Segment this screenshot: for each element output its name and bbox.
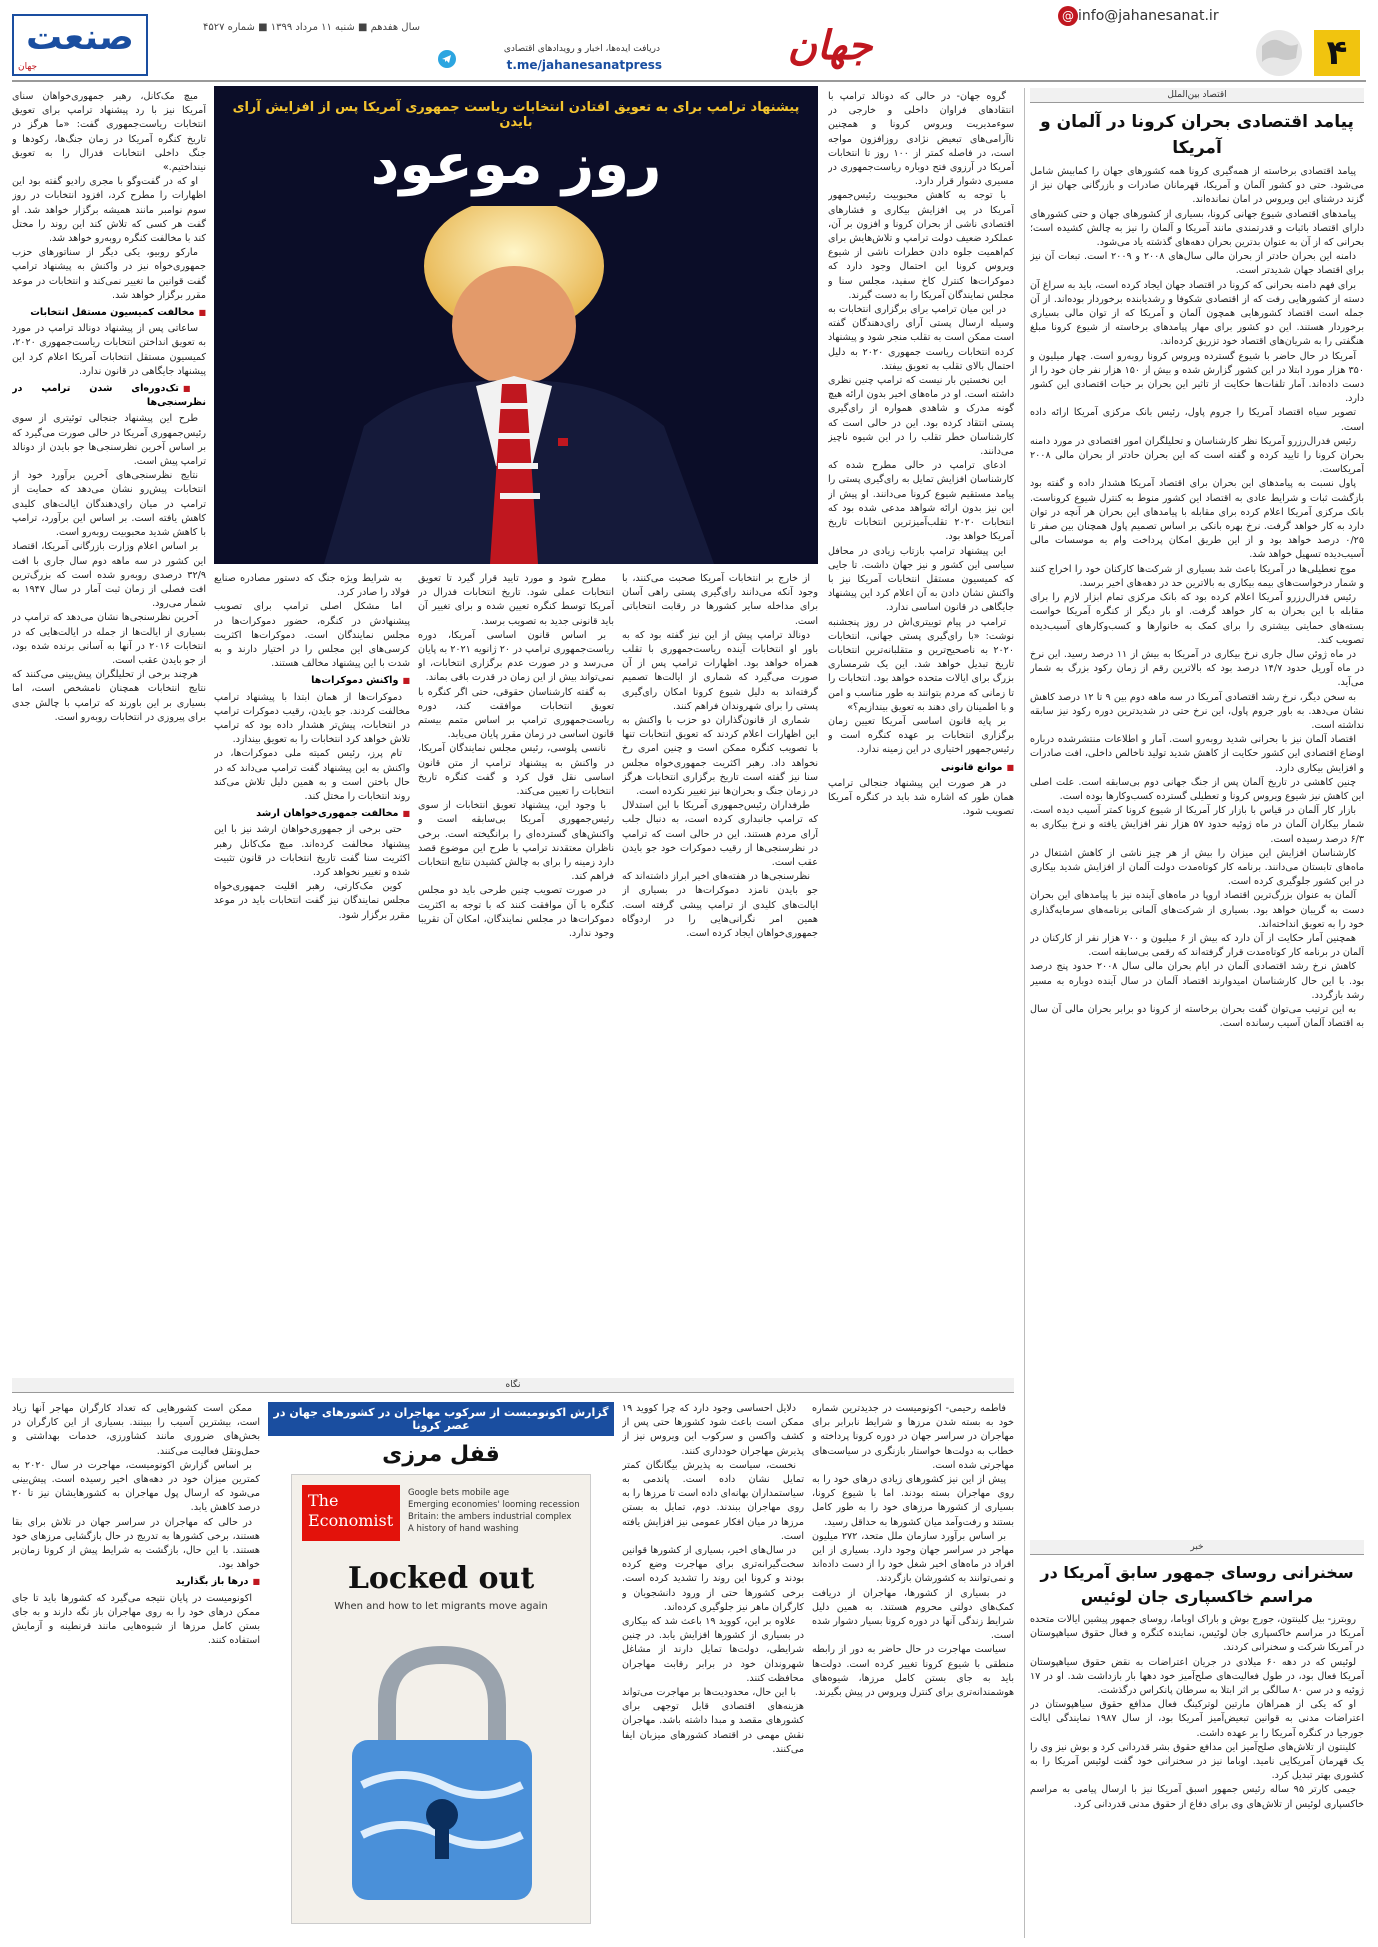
lead-column-4: به شرایط ویژه جنگ که دستور مصادره صنایع فولاد را صادر کرد. اما مشکل اصلی ترامپ برای تصویب پیشنهادش در کنگره، حضور دموکرات‌ها در مجلس نمایندگان است. دموکرات‌ها اکثریت کرسی‌های این مجلس را در اختیار دارند و به شدت با این پیشنهاد مخالف هستند. ■ واکنش دموکرات‌ها دموکرات‌ها از همان ابتدا با پیشنهاد ترامپ مخالفت کردند. جو بایدن، رقیب دموکرات ترامپ در انتخابات، پیش‌تر هشدار داده بود که ترامپ تلاش خواهد کرد انتخابات را به تعویق بیندازد. تام پرز، رئیس کمیته ملی دموکرات‌ها، در واکنش به این پیشنهاد گفت ترامپ می‌داند که در حال باختن است و به همین دلیل تلاش می‌کند روند انتخابات را مختل کند. ■ مخالفت جمهوری‌خواهان ارشد حتی برخی از جمهوری‌خواهان ارشد نیز با این پیشنهاد مخالفت کرده‌اند. میچ مک‌کانل رهبر اکثریت سنا گفت تاریخ انتخابات در قانون تثبیت شده و تغییر نخواهد کرد. کوین مک‌کارتی، رهبر اقلیت جمهوری‌خواه مجلس نمایندگان نیز گفت انتخابات باید در موعد مقرر برگزار شود.: [214, 572, 410, 1372]
right-column: [1030, 88, 1364, 1408]
email-icon: @: [1058, 6, 1078, 26]
lead-subhead-polls: ■ تک‌دوره‌ای شدن ترامپ در نظرسنجی‌ها: [12, 382, 206, 410]
issue-line: سال هفدهم ■ شنبه ۱۱ مرداد ۱۳۹۹ ■ شماره ۴۵۲۷: [202, 22, 420, 33]
lead-column-3: مطرح شود و مورد تایید قرار گیرد تا تعویق انتخابات عملی شود. تاریخ انتخابات فدرال در آمریکا توسط کنگره تعیین شده و برای تغییر آن باید قانونی جدید به تصویب برسد. بر اساس قانون اساسی آمریکا، دوره ریاست‌جمهوری ترامپ در ۲۰ ژانویه ۲۰۲۱ به پایان می‌رسد و در صورت عدم برگزاری انتخابات، او نمی‌تواند بیش از این زمان در قدرت باقی بماند. به گفته کارشناسان حقوقی، حتی اگر کنگره با تعویق انتخابات موافقت کند، دوره ریاست‌جمهوری ترامپ بر اساس متمم بیستم قانون اساسی در زمان مقرر پایان می‌یابد. نانسی پلوسی، رئیس مجلس نمایندگان آمریکا، در واکنش به پیشنهاد ترامپ از متن قانون اساسی نقل قول کرد و گفت کنگره تاریخ انتخابات را تعیین می‌کند. با وجود این، پیشنهاد تعویق انتخابات از سوی رئیس‌جمهوری آمریکا بی‌سابقه است و واکنش‌های گسترده‌ای را برانگیخته است. برخی ناظران معتقدند ترامپ با طرح این موضوع قصد دارد زمینه را برای به چالش کشیدن نتایج انتخابات فراهم کند. در صورت تصویب چنین طرحی باید دو مجلس کنگره با آن موافقت کنند که با توجه به اکثریت دموکرات‌ها در مجلس نمایندگان، امکان آن تقریبا وجود ندارد.: [418, 573, 614, 940]
lead-column-1: گروه جهان- در حالی که دونالد ترامپ با انتقادهای فراوان داخلی و خارجی در سوءمدیریت ویروس کرونا و همچنین ناآرامی‌های تبعیض نژادی روزافزون مواجه است، در فاصله کمتر از ۱۰۰ روز تا انتخابات آمریکا در آرزوی فتح دوباره ریاست‌جمهوری در مسیری دشوار قرار دارد. با توجه به کاهش محبوبیت رئیس‌جمهور آمریکا در پی افزایش بیکاری و فشارهای اقتصادی ناشی از بحران کرونا و افزون بر آن، عملکرد ضعیف دولت ترامپ و تلاش‌هایش برای کم‌اهمیت جلوه دادن خطرات ناشی از شیوع ویروس کرونا این احتمال وجود دارد که دموکرات‌ها کنترل کاخ سفید، مجلس سنا و مجلس نمایندگان آمریکا را به دست گیرند. در این میان ترامپ برای برگزاری انتخابات به وسیله ارسال پستی آرای رای‌دهندگان گفته است ممکن است به تقلب منجر شود و پیشنهاد کرده انتخابات ریاست جمهوری ۲۰۲۰ به دلیل احتمال بالای تقلب به تعویق بیفتد. این نخستین بار نیست که ترامپ چنین نظری داشته است. او در ماه‌های اخیر بدون ارائه هیچ گونه مدرک و شاهدی همواره از رای‌گیری پستی انتقاد کرده بود. این در حالی است که کارشناسان خطر تقلب را در این شیوه ناچیز می‌دانند. ادعای ترامپ در حالی مطرح شده که کارشناسان افزایش تمایل به رای‌گیری پستی را پیامد مستقیم شیوع کرونا می‌دانند. او پیش از این نیز بدون ارائه شواهد مدعی شده بود که انتخابات ۲۰۲۰ تقلب‌آمیزترین انتخابات تاریخ آمریکا خواهد بود. این پیشنهاد ترامپ بازتاب زیادی در محافل سیاسی این کشور و نیز جهان داشت. تا جایی که کمیسیون مستقل انتخابات آمریکا نیز با واکنش نشان دادن به آن اعلام کرد این پیشنهاد جایگاهی در قانون اساسی ندارد. ترامپ در پیام توییتری‌اش در روز پنجشنبه نوشت: «با رای‌گیری پستی جهانی، انتخابات ۲۰۲۰ به ناصحیح‌ترین و متقلبانه‌ترین انتخابات تاریخ تبدیل خواهد شد. این یک شرمساری بزرگ برای ایالات متحده خواهد بود. انتخابات را تا زمانی که مردم بتوانند به طور مناسب و امن و با اطمینان رای دهند به تعویق بیندازیم؟» بر پایه قانون اساسی آمریکا تعیین زمان برگزاری انتخابات بر عهده کنگره است و رئیس‌جمهور اختیاری در این زمینه ندارد. ■ موانع قانونی در هر صورت این پیشنهاد جنجالی ترامپ همان طور که اشاره شد باید در کنگره آمریکا تصویب شود.: [828, 90, 1014, 1370]
news-kicker: خبر: [1030, 1540, 1364, 1555]
section-title: جهان: [787, 22, 873, 69]
email-address[interactable]: info@jahanesanat.ir: [1078, 8, 1219, 24]
focus-column-2: دلایل احساسی وجود دارد که چرا کووید ۱۹ ممکن است باعث شود کشورها حتی پس از کشف واکسن و سرکوب این ویروس نیز از پذیرش مهاجران خودداری کنند. نخست، سیاست به پذیرش بیگانگان کمتر تمایل نشان داده است. پاندمی به سیاستمداران بهانه‌ای داده است تا مرزها را به روی مهاجران ببندند. دوم، تمایل به بستن مرزها در میان افکار عمومی نیز افزایش یافته است. در سال‌های اخیر، بسیاری از کشورها قوانین سخت‌گیرانه‌تری برای مهاجرت وضع کرده بودند و کرونا این روند را تشدید کرده است. برخی کشورها حتی از ورود دانشجویان و کارگران ماهر نیز جلوگیری کرده‌اند. علاوه بر این، کووید ۱۹ باعث شد که بیکاری در بسیاری از کشورها افزایش یابد. در چنین شرایطی، دولت‌ها تمایل دارند از مشاغل شهروندان خود در برابر رقابت مهاجران محافظت کنند. با این حال، محدودیت‌ها بر مهاجرت می‌تواند هزینه‌های اقتصادی قابل توجهی برای کشورهای مقصد و مبدا داشته باشد. مهاجران نقش مهمی در اقتصاد کشورهای میزبان ایفا می‌کنند.: [622, 1403, 804, 1755]
page-header: [0, 0, 1378, 82]
focus-column-3: ممکن است کشورهایی که تعداد کارگران مهاجر آنها زیاد است، بیشترین آسیب را ببینند. بسیاری از این کارگران در بخش‌های ضروری مانند کشاورزی، خدمات بهداشتی و حمل‌ونقل فعالیت می‌کنند. بر اساس گزارش اکونومیست، مهاجرت در سال ۲۰۲۰ به کمترین میزان خود در دهه‌های اخیر رسیده است. پیش‌بینی می‌شود که ارسال پول مهاجران به کشورهایشان نیز تا ۲۰ درصد کاهش یابد. در حالی که مهاجران در سراسر جهان در تلاش برای بقا هستند، برخی کشورها به تدریج در حال بازگشایی مرزهای خود هستند. با این حال، بازگشت به شرایط پیش از کرونا زمان‌بر خواهد بود. ■ درها باز بگذارید اکونومیست در پایان نتیجه می‌گیرد که کشورها باید تا جای ممکن درهای خود را به روی مهاجران باز نگه دارند و به جای بستن کامل مرزها از شیوه‌هایی مانند قرنطینه و آزمایش استفاده کنند.: [12, 1402, 260, 1938]
lead-subhead-democrats: ■ واکنش دموکرات‌ها: [214, 674, 410, 688]
right-article-body: پیامد اقتصادی برخاسته از همه‌گیری کرونا همه کشورهای جهان را کمابیش شامل می‌شود. حتی دو کشور آلمان و آمریکا، قهرمانان صادرات و بازرگانی جهان نیز از گزند درشتای این ویروس در امان نمانده‌اند. پیامدهای اقتصادی شیوع جهانی کرونا، بسیاری از کشورهای جهان و حتی کشورهای دارای اقتصاد باثبات و قدرتمندی مانند آمریکا و آلمان را نیز به چالش کشیده است؛ بحرانی که از آن به عنوان بدترین بحران دهه‌های گذشته یاد می‌شود. دامنه این بحران حادتر از بحران مالی سال‌های ۲۰۰۸ و ۲۰۰۹ است. تبعات آن نیز برای اقتصاد جهان شدیدتر است. برای فهم دامنه بحرانی که کرونا در اقتصاد جهان ایجاد کرده است، باید به سراغ آن دسته از کشورهایی رفت که از اقتصادی شکوفا و رشدیابنده برخوردار بوده‌اند. از آن جمله است اقتصاد کشورهایی همچون آلمان و آمریکا که از توان مالی بسیاری برخوردار هستند. این دو کشور برای مهار پیامدهای برخاسته از شیوع کرونا مبلغ هنگفتی را به شریان‌های اقتصاد خود تزریق کرده‌اند. آمریکا در حال حاضر با شیوع گسترده ویروس کرونا روبه‌رو است. چهار میلیون و ۳۵۰ هزار مورد ابتلا در این کشور گزارش شده و بیش از ۱۵۰ هزار نفر جان خود را از دست داده‌اند. آمار تلفات‌ها حکایت از تاثیر این بحران بر حیات اقتصادی این کشور دارد. تصویر سیاه اقتصاد آمریکا را جروم پاول، رئیس بانک مرکزی آمریکا ارائه داده است. رئیس فدرال‌رزرو آمریکا نظر کارشناسان و تحلیلگران امور اقتصادی در مورد دامنه بحران کرونا را تایید کرده و گفته است که این بحران حادتر از بحران مالی ۲۰۰۸ آمریکاست. پاول نسبت به پیامدهای این بحران برای اقتصاد آمریکا هشدار داده و گفته بود بازگشت ثبات و شرایط عادی به اقتصاد این کشور منوط به کنترل شیوع کروناست. بانک مرکزی آمریکا اعلام کرده برای مقابله با پیامدهای این بحران هر آنچه در توان دارد به کار خواهد گرفت. نرخ بهره بانکی بر اساس تصمیم پاول همچنان بین صفر تا ۰/۲۵ درصد خواهد بود و از این طریق امکان پرداخت وام به موسسات مالی آسیب‌دیده تسهیل خواهد شد. موج تعطیلی‌ها در آمریکا باعث شد بسیاری از شرکت‌ها کارکنان خود را اخراج کنند و شمار درخواست‌های بیمه بیکاری به بالاترین حد در دهه‌های اخیر برسد. رئیس فدرال‌رزرو آمریکا اعلام کرده بود که بانک مرکزی تمام ابزار لازم را برای مقابله با این بحران به کار خواهد گرفت. او بار دیگر از کنگره آمریکا خواست بسته‌های حمایتی بیشتری را برای کمک به خانوارها و کسب‌وکارهای آسیب‌دیده تصویب کند. در ماه ژوئن سال جاری نرخ بیکاری در آمریکا به بیش از ۱۱ درصد رسید. این نرخ در ماه آوریل حدود ۱۴/۷ درصد بود که بالاترین رقم از زمان رکود بزرگ به شمار می‌آید. به سخن دیگر، نرخ رشد اقتصادی آمریکا در سه ماهه دوم بین ۹ تا ۱۲ درصد کاهش نشان می‌دهد. به باور جروم پاول، این نرخ حتی در شدیدترین دوره رکود نیز سابقه نداشته است. اقتصاد آلمان نیز با بحرانی شدید روبه‌رو است. آمار و اطلاعات منتشرشده درباره اوضاع اقتصادی این کشور حکایت از کاهش شدید تولید ناخالص داخلی، افت صادرات و افزایش بیکاری دارد. چنین کاهشی در تاریخ آلمان پس از جنگ جهانی دوم بی‌سابقه است. علت اصلی این کاهش نیز شیوع ویروس کرونا و تعطیلی گسترده کسب‌وکارها بوده است. بازار کار آلمان در قیاس با بازار کار آمریکا از شیوع کرونا کمتر آسیب دیده است. شمار بیکاران آلمان در ماه ژوئیه حدود ۵۷ هزار نفر افزایش یافته و نرخ بیکاری به ۶/۳ درصد رسیده است. کارشناسان افزایش این میزان را بیش از هر چیز ناشی از کاهش اشتغال در ماه‌های تابستان می‌دانند. برنامه کار کوتاه‌مدت دولت آلمان از افزایش شدید بیکاری در این کشور جلوگیری کرده است. آلمان به عنوان بزرگ‌ترین اقتصاد اروپا در ماه‌های آینده نیز با پیامدهای این بحران دست به گریبان خواهد بود. بسیاری از شرکت‌های آلمانی برنامه‌های سرمایه‌گذاری خود را به تعویق انداخته‌اند. همچنین آمار حکایت از آن دارد که بیش از ۶ میلیون و ۷۰۰ هزار نفر از کارکنان در آلمان در برنامه کار کوتاه‌مدت قرار گرفته‌اند که رقمی بی‌سابقه است. کاهش نرخ رشد اقتصادی آلمان در ایام بحران مالی سال ۲۰۰۸ حدود پنج درصد بود. با این حال کارشناسان امیدوارند اقتصاد آلمان در سال آینده دوباره به مسیر رشد بازگردد. به این ترتیب می‌توان گفت بحران برخاسته از کرونا دو برابر بحران مالی آن سال به اقتصاد آلمان آسیب رسانده است.: [1030, 166, 1364, 1030]
focus-subhead-open-doors: ■ درها باز بگذارید: [12, 1575, 260, 1589]
telegram-icon: [438, 50, 456, 68]
lead-photo-block: [214, 86, 818, 564]
globe-icon: [1252, 28, 1306, 78]
focus-graphic: [268, 1402, 614, 1938]
lead-subhead-republicans: ■ مخالفت جمهوری‌خواهان ارشد: [214, 807, 410, 821]
logo-text: صنعت: [26, 17, 134, 58]
right-article-kicker: اقتصاد بین‌الملل: [1030, 88, 1364, 103]
economist-cover: [291, 1474, 591, 1924]
economist-headline: Locked out: [347, 1561, 535, 1596]
padlock-globe-icon: [332, 1635, 552, 1905]
news-item: [1030, 1540, 1364, 1940]
trump-photo: [214, 206, 818, 564]
news-title: سخنرانی روسای جمهور سابق آمریکا در مراسم خاکسپاری جان لوئیس: [1040, 1563, 1354, 1606]
lead-title: روز موعود: [370, 132, 662, 197]
lead-column-2: از خارج بر انتخابات آمریکا صحبت می‌کنند، با وجود آنکه می‌دانند رای‌گیری پستی راهی آسان برای مداخله سایر کشورها در رقابت انتخاباتی است. دونالد ترامپ پیش از این نیز گفته بود که به باور او انتخابات آینده ریاست‌جمهوری با تقلب همراه خواهد بود. اظهارات ترامپ پس از آن صورت می‌گیرد که شماری از ایالت‌ها تصمیم گرفته‌اند به دلیل شیوع کرونا امکان رای‌گیری پستی را برای شهروندان فراهم کنند. شماری از قانون‌گذاران دو حزب با واکنش به این اظهارات اعلام کردند که تعویق انتخابات تنها با تصویب کنگره ممکن است و چنین امری رخ نخواهد داد. رهبر اکثریت جمهوری‌خواه مجلس سنا نیز گفته است تاریخ برگزاری انتخابات هرگز در زمان جنگ و بحران‌ها نیز تغییر نکرده است. طرفداران رئیس‌جمهوری آمریکا با این استدلال که ترامپ جانبداری کرده است، به دنبال جلب آرای مردم هستند. این در حالی است که ترامپ در نظرسنجی‌ها از رقیب دموکرات خود جو بایدن عقب است. نظرسنجی‌ها در هفته‌های اخیر ابراز داشته‌اند که جو بایدن نامزد دموکرات‌ها در بسیاری از ایالت‌های کلیدی از ترامپ پیشی گرفته است. همین امر نگرانی‌هایی را در اردوگاه جمهوری‌خواهان ایجاد کرده است.: [622, 573, 818, 940]
logo: [12, 14, 148, 76]
economist-subheadline: When and how to let migrants move again: [334, 1601, 548, 1612]
news-body: روبترز- بیل کلینتون، جورج بوش و باراک اوباما، روسای جمهور پیشین ایالات متحده آمریکا در مراسم خاکسپاری جان لوئیس، نماینده کنگره و فعال حقوق سیاهپوستان در آمریکا شرکت و سخنرانی کردند. لوئیس که در دهه ۶۰ میلادی در جریان اعتراضات به نقض حقوق سیاهپوستان آمریکا فعال بود، در طول فعالیت‌های صلح‌آمیز خود دهها بار بازداشت شد. او در ۱۷ ژوئیه و در سن ۸۰ سالگی بر اثر ابتلا به سرطان پانکراس درگذشت. او که یکی از همراهان مارتین لوترکینگ فعال مدافع حقوق سیاهپوستان در اعتراضات مدنی به قوانین تبعیض‌آمیز آمریکا بود، از سال ۱۹۸۷ نمایندگی ایالت جورجیا در کنگره آمریکا را بر عهده داشت. کلینتون از تلاش‌های صلح‌آمیز این مدافع حقوق بشر قدردانی کرد و بوش نیز وی را یک قهرمان آمریکایی نامید. اوباما نیز در سخنرانی خود گفت لوئیس آمریکا را به کشوری بهتر تبدیل کرد. جیمی کارتر ۹۵ ساله رئیس جمهور اسبق آمریکا نیز با ارسال پیامی به مراسم خاکسپاری لوئیس از تلاش‌های وی برای دفاع از حقوق مدنی قدردانی کرد.: [1030, 1614, 1364, 1810]
lead-subhead-commission: ■ مخالفت کمیسیون مستقل انتخابات: [12, 306, 206, 320]
focus-supertitle: گزارش اکونومیست از سرکوب مهاجران در کشورهای جهان در عصر کرونا: [268, 1402, 614, 1436]
page-number-box: [1314, 30, 1360, 76]
focus-column-1: فاطمه رحیمی- اکونومیست در جدیدترین شماره خود به بسته شدن مرزها و شرایط نابرابر برای مهاجران در سراسر جهان در دوره کرونا پرداخته و خطاب به دولت‌ها خواستار بازنگری در سیاست‌های مهاجرتی شده است. پیش از این نیز کشورهای زیادی درهای خود را به روی مهاجران بسته بودند. اما با شیوع کرونا، بسیاری از کشورها مرزهای خود را به طور کامل بستند و رفت‌وآمد میان کشورها به حداقل رسید. بر اساس برآورد سازمان ملل متحد، ۲۷۲ میلیون مهاجر در سراسر جهان وجود دارد. بسیاری از این افراد در ماه‌های اخیر شغل خود را از دست داده‌اند و نمی‌توانند به کشورشان بازگردند. در بسیاری از کشورها، مهاجران از دریافت کمک‌های دولتی محروم هستند. به همین دلیل شرایط زندگی آنها در دوره کرونا بسیار دشوار شده است. سیاست مهاجرت در حال حاضر به دور از رابطه منطقی با شیوع کرونا تغییر کرده است. دولت‌ها باید به جای بستن کامل مرزها، شیوه‌های هوشمندانه‌تری برای کنترل ویروس در پیش بگیرند.: [812, 1403, 1014, 1699]
right-article-title: پیامد اقتصادی بحران کرونا در آلمان و آمریکا: [1040, 112, 1354, 158]
focus-title: قفل مرزی: [382, 1442, 500, 1467]
economist-teasers: Google bets mobile age Emerging economies' looming recession Britain: the ambers industrial complex A history of hand washing: [408, 1488, 580, 1534]
page-number: ۴: [1326, 33, 1348, 73]
column-divider: [1024, 88, 1025, 1938]
logo-sub: جهان: [18, 62, 38, 72]
economist-brand: The Economist: [302, 1485, 400, 1541]
telegram-caption: دریافت ایده‌ها، اخبار و رویدادهای اقتصادی: [503, 44, 660, 54]
telegram-link[interactable]: t.me/jahanesanatpress: [506, 58, 662, 72]
lead-column-5: میچ مک‌کانل، رهبر جمهوری‌خواهان سنای آمریکا نیز با رد پیشنهاد ترامپ برای تعویق انتخابات ریاست‌جمهوری گفت: «ما هرگز در تاریخ کنگره آمریکا در زمان جنگ‌ها، رکودها و جنگ داخلی انتخابات فدرال را به تعویق نینداختیم.» او که در گفت‌وگو با مجری رادیو گفته بود این اظهارات را مطرح کرد، افزود انتخابات در روز سوم نوامبر مانند همیشه برگزار خواهد شد. او گفت هر کسی که تلاش کند این روند را مختل کند با مخالفت کنگره روبه‌رو خواهد شد. مارکو روبیو، یکی دیگر از سناتورهای حزب جمهوری‌خواه نیز در واکنش به پیشنهاد ترامپ گفت قوانین ما تغییر نمی‌کند و انتخابات در موعد مقرر برگزار خواهد شد. ■ مخالفت کمیسیون مستقل انتخابات ساعاتی پس از پیشنهاد دونالد ترامپ در مورد به تعویق انداختن انتخابات ریاست‌جمهوری ۲۰۲۰، کمیسیون مستقل انتخابات آمریکا اعلام کرد این پیشنهاد جایگاهی در قانون ندارد. ■ تک‌دوره‌ای شدن ترامپ در نظرسنجی‌ها طرح این پیشنهاد جنجالی توئیتری از سوی رئیس‌جمهوری آمریکا در حالی صورت می‌گیرد که بر اساس آخرین نظرسنجی‌ها جو بایدن از دونالد ترامپ پیش است. نتایج نظرسنجی‌های آخرین برآورد خود از انتخابات پیش‌رو نشان می‌دهد که حمایت از ترامپ در میان رای‌دهندگان ایالت‌های کلیدی کاهش یافته است. بر اساس این برآورد، ترامپ با کاهش شدید محبوبیت روبه‌رو است. بر اساس اعلام وزارت بازرگانی آمریکا، اقتصاد این کشور در سه ماهه دوم سال جاری با افت ۳۲/۹ درصدی روبه‌رو شده است که بزرگ‌ترین افت فصلی از زمان ثبت آمار در سال ۱۹۴۷ به شمار می‌رود. آخرین نظرسنجی‌ها نشان می‌دهد که ترامپ در بسیاری از ایالت‌ها از جمله در ایالت‌هایی که در انتخابات ۲۰۱۶ در آنها به آسانی برنده شده بود، از جو بایدن عقب است. هرچند برخی از تحلیلگران پیش‌بینی می‌کنند که نتایج انتخابات همچنان نامشخص است، اما بسیاری بر این باورند که ترامپ با چالش جدی برای پیروزی در انتخابات روبه‌رو است.: [12, 90, 206, 1370]
lead-supertitle: پیشنهاد ترامپ برای به تعویق افتادن انتخابات ریاست جمهوری آمریکا پس از افزایش آرای بایدن: [232, 100, 800, 130]
header-divider: [12, 80, 1366, 82]
focus-kicker: نگاه: [12, 1378, 1014, 1393]
lead-subhead-legal: ■ موانع قانونی: [828, 761, 1014, 775]
focus-section: [12, 1378, 1014, 1938]
